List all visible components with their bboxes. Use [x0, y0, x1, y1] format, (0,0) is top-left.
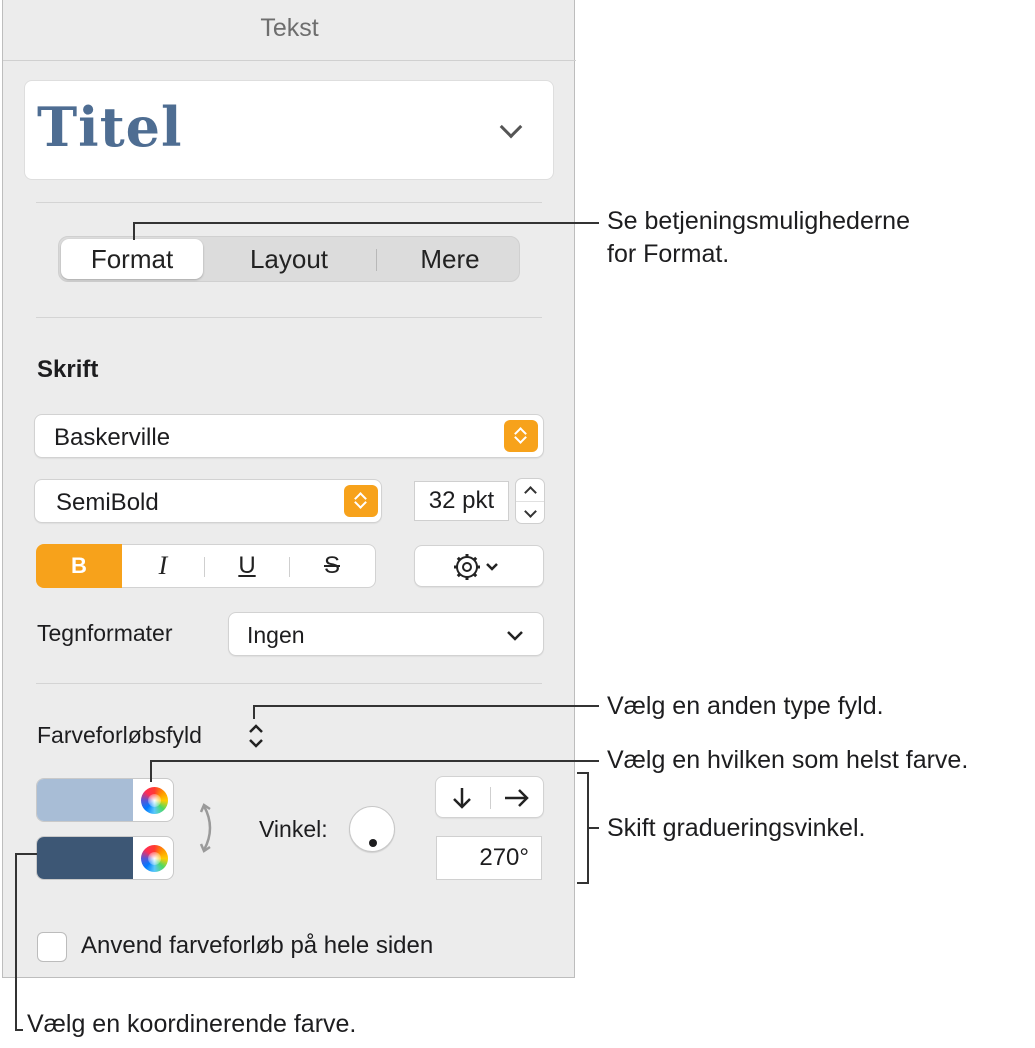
callout-line	[15, 853, 17, 1031]
font-typeface-popup[interactable]	[34, 479, 382, 523]
callout-line	[253, 705, 255, 719]
callout-any-color: Vælg en hvilken som helst farve.	[607, 746, 969, 774]
callout-angle: Skift gradueringsvinkel.	[607, 814, 866, 842]
callout-line	[15, 853, 37, 855]
tab-mere[interactable]: Mere	[420, 244, 480, 274]
divider	[36, 683, 542, 684]
divider	[36, 317, 542, 318]
character-styles-value: Ingen	[247, 622, 305, 648]
character-styles-label: Tegnformater	[37, 620, 173, 646]
updown-arrows-icon[interactable]	[246, 722, 266, 750]
button-separator	[490, 787, 491, 809]
angle-indicator	[369, 839, 377, 847]
format-inspector-panel	[2, 0, 575, 978]
callout-bracket	[577, 882, 589, 884]
font-size-stepper[interactable]	[515, 478, 545, 524]
angle-field[interactable]: 270°	[436, 836, 542, 880]
font-size-field[interactable]: 32 pkt	[414, 481, 509, 521]
italic-button[interactable]: I	[158, 551, 168, 580]
swap-colors-icon[interactable]	[196, 800, 222, 856]
callout-coordinating-color: Vælg en koordinerende farve.	[27, 1010, 357, 1038]
strikethrough-button[interactable]: S	[323, 552, 340, 579]
arrow-right-icon[interactable]	[502, 785, 532, 811]
angle-wheel[interactable]	[349, 806, 395, 852]
gradient-end-color-well[interactable]	[36, 836, 174, 880]
angle-label: Vinkel:	[259, 816, 328, 842]
callout-line	[253, 705, 599, 707]
fill-type-popup[interactable]: Farveforløbsfyld	[37, 722, 202, 748]
gradient-direction-buttons	[435, 776, 544, 818]
tab-layout[interactable]: Layout	[249, 244, 329, 274]
bold-button[interactable]: B	[36, 544, 122, 588]
character-styles-popup[interactable]	[228, 612, 544, 656]
underline-button[interactable]: U	[238, 552, 256, 579]
chevron-down-icon	[500, 116, 523, 139]
font-section-heading: Skrift	[37, 356, 99, 383]
apply-gradient-label: Anvend farveforløb på hele siden	[81, 932, 434, 959]
color-wheel-icon[interactable]	[141, 845, 168, 872]
arrow-down-icon[interactable]	[448, 785, 476, 811]
callout-line	[150, 760, 152, 782]
callout-format-line-1: Se betjeningsmulighederne	[607, 207, 910, 235]
text-style-buttons	[36, 544, 376, 588]
callout-line	[133, 222, 135, 240]
callout-format	[607, 205, 910, 271]
tab-separator	[376, 249, 377, 271]
inspector-tabs	[58, 236, 520, 282]
advanced-options-button[interactable]	[414, 545, 544, 587]
paragraph-style-selector[interactable]	[24, 80, 554, 180]
font-typeface-value: SemiBold	[56, 489, 159, 516]
divider	[36, 202, 542, 203]
callout-line	[150, 760, 599, 762]
start-color-swatch	[37, 779, 133, 822]
updown-arrows-icon	[504, 420, 538, 452]
callout-format-line-2: for Format.	[607, 240, 730, 268]
title-divider	[3, 60, 576, 61]
panel-title: Tekst	[260, 14, 319, 42]
font-family-value: Baskerville	[54, 424, 171, 451]
callout-fill-type: Vælg en anden type fyld.	[607, 692, 884, 720]
updown-arrows-icon	[344, 485, 378, 517]
paragraph-style-name: Titel	[37, 95, 183, 159]
gradient-start-color-well[interactable]	[36, 778, 174, 822]
style-button-group	[122, 544, 376, 588]
callout-line	[15, 1029, 23, 1031]
color-wheel-icon[interactable]	[141, 787, 168, 814]
gear-icon	[453, 553, 509, 581]
end-color-swatch	[37, 837, 133, 880]
callout-line	[589, 827, 599, 829]
apply-gradient-checkbox[interactable]	[37, 932, 67, 962]
font-family-popup[interactable]	[34, 414, 544, 458]
tab-format[interactable]: Format	[90, 244, 174, 274]
callout-line	[133, 222, 599, 224]
chevron-down-icon	[505, 629, 525, 643]
